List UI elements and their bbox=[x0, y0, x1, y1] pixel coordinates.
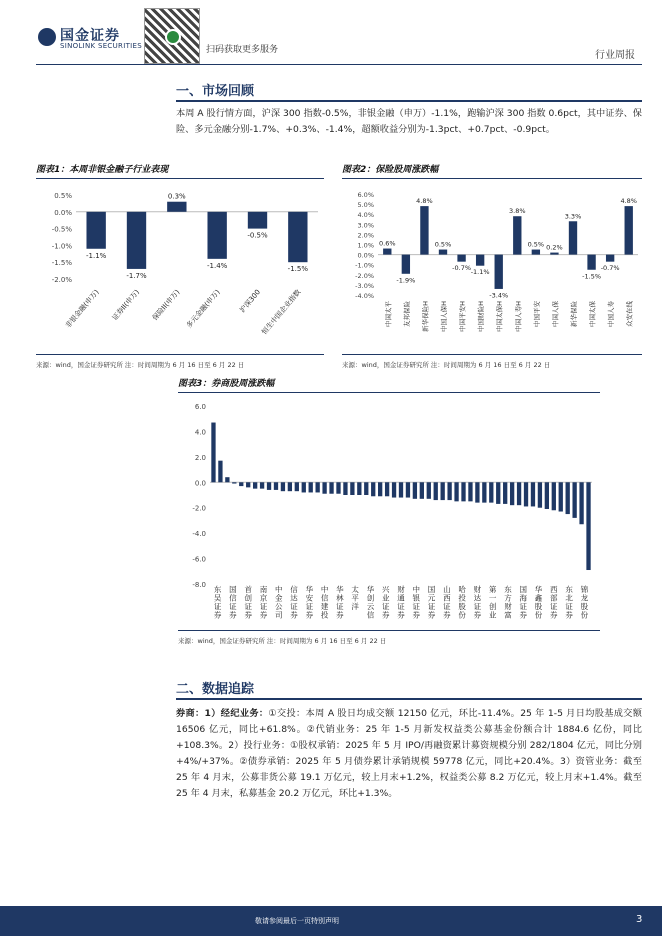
y-tick-label: 6.0% bbox=[357, 191, 374, 199]
bar bbox=[274, 482, 278, 490]
data-label: 0.6% bbox=[379, 239, 396, 248]
bar bbox=[606, 255, 614, 262]
bar bbox=[489, 482, 493, 502]
header-divider bbox=[36, 64, 642, 65]
data-label: 4.8% bbox=[416, 197, 433, 206]
x-tick-label: 中国人保 bbox=[551, 301, 560, 327]
bar bbox=[239, 482, 243, 486]
bar bbox=[260, 482, 264, 488]
fig3-bottom-rule bbox=[178, 630, 600, 631]
x-tick-label: 财达证券 bbox=[473, 585, 482, 620]
data-label: -1.1% bbox=[470, 268, 490, 277]
bar bbox=[579, 482, 583, 524]
bar bbox=[225, 477, 229, 482]
company-name-en: SINOLINK SECURITIES bbox=[60, 42, 142, 50]
bar bbox=[454, 482, 458, 501]
bar bbox=[309, 482, 313, 492]
data-label: -3.4% bbox=[489, 291, 509, 300]
x-tick-label: 国海证券 bbox=[519, 585, 527, 620]
bar bbox=[343, 482, 347, 495]
company-logo-icon bbox=[38, 28, 56, 46]
bar bbox=[457, 255, 465, 262]
data-tracking-lead: 券商：1）经纪业务： bbox=[176, 708, 269, 719]
bar bbox=[532, 250, 540, 255]
bar bbox=[350, 482, 354, 495]
data-label: -1.5% bbox=[287, 265, 308, 274]
bar bbox=[167, 202, 186, 212]
data-label: -1.5% bbox=[582, 272, 602, 281]
bar bbox=[503, 482, 507, 504]
bar bbox=[550, 253, 558, 255]
data-label: -0.5% bbox=[247, 231, 268, 240]
x-tick-label: 东方财富 bbox=[504, 585, 512, 620]
report-type: 行业周报 bbox=[595, 50, 635, 61]
bar bbox=[357, 482, 361, 495]
bar bbox=[513, 216, 521, 254]
x-tick-label: 财通证券 bbox=[397, 585, 405, 620]
x-tick-label: 首创证券 bbox=[244, 585, 252, 620]
y-tick-label: -8.0 bbox=[192, 581, 206, 589]
y-tick-label: 0.5% bbox=[54, 192, 72, 200]
data-label: -1.4% bbox=[207, 261, 228, 270]
y-tick-label: -1.5% bbox=[51, 259, 72, 268]
bar bbox=[364, 482, 368, 495]
x-tick-label: 中国人保H bbox=[440, 301, 448, 332]
fig1-bottom-rule bbox=[36, 354, 324, 355]
market-review-paragraph: 本周 A 股行情方面，沪深 300 指数-0.5%，非银金融（申万）-1.1%，跑输沪深 300 指数 0.6pct，其中证券、保险、多元金融分别-1.7%、+0.3%、-1.4%，超额收益分别为-1.3pct、+0.7pct、-0.9pct。 bbox=[176, 108, 642, 135]
x-tick-label: 太平洋 bbox=[351, 585, 359, 611]
y-tick-label: 1.0% bbox=[357, 241, 374, 250]
x-tick-label: 中国人寿 bbox=[607, 301, 616, 327]
footer-disclaimer: 敬请参阅最后一页特别声明 bbox=[255, 917, 339, 925]
bar bbox=[476, 255, 484, 266]
bar bbox=[127, 212, 146, 269]
bar bbox=[316, 482, 320, 492]
bar bbox=[302, 482, 306, 492]
bar bbox=[586, 482, 590, 570]
bar bbox=[475, 482, 479, 502]
data-label: 0.3% bbox=[167, 192, 186, 201]
x-tick-label: 南京证券 bbox=[259, 585, 268, 620]
bar bbox=[288, 212, 307, 262]
bar bbox=[545, 482, 549, 509]
x-tick-label: 中国太保 bbox=[588, 301, 597, 327]
data-tracking-paragraph bbox=[176, 706, 642, 802]
bar bbox=[329, 482, 333, 493]
x-tick-label: 中国财险H bbox=[477, 301, 486, 332]
fig2-source: 来源：wind，国金证券研究所 注：时间周期为 6 月 16 日至 6 月 22 日 bbox=[342, 361, 551, 369]
company-name-cn: 国金证券 bbox=[60, 28, 120, 44]
bar bbox=[86, 212, 105, 249]
y-tick-label: -3.0% bbox=[355, 281, 374, 290]
section-title-data-tracking: 二、数据追踪 bbox=[176, 682, 255, 697]
bar bbox=[495, 255, 503, 289]
data-label: 0.5% bbox=[527, 240, 545, 249]
x-tick-label: 华安证券 bbox=[305, 585, 314, 620]
x-tick-label: 兴业证券 bbox=[381, 585, 390, 620]
section-title-market-review: 一、市场回顾 bbox=[176, 84, 255, 99]
bar bbox=[383, 249, 391, 255]
x-tick-label: 保险II(申万) bbox=[151, 288, 182, 323]
x-tick-label: 友邦保险 bbox=[402, 301, 411, 327]
y-tick-label: 4.0 bbox=[194, 428, 206, 437]
x-tick-label: 众安在线 bbox=[625, 301, 634, 327]
fig1-source: 来源：wind，国金证券研究所 注：时间周期为 6 月 16 日至 6 月 22 日 bbox=[36, 361, 245, 369]
bar bbox=[288, 482, 292, 491]
y-tick-label: 2.0 bbox=[194, 453, 206, 462]
fig3-title: 图表3：券商股周涨跌幅 bbox=[178, 379, 275, 389]
bar bbox=[322, 482, 326, 493]
data-label: -0.7% bbox=[452, 264, 472, 273]
bar bbox=[211, 423, 215, 483]
bar bbox=[385, 482, 389, 496]
data-label: 3.8% bbox=[509, 207, 526, 216]
bar bbox=[246, 482, 250, 487]
y-tick-label: -1.0% bbox=[355, 261, 374, 270]
data-label: -0.7% bbox=[600, 264, 620, 273]
fig1-title: 图表1：本周非银金融子行业表现 bbox=[36, 165, 169, 175]
bar bbox=[267, 482, 271, 490]
bar bbox=[587, 255, 595, 270]
bar bbox=[207, 212, 226, 259]
x-tick-label: 中国平安H bbox=[458, 301, 467, 332]
section-divider bbox=[176, 698, 642, 700]
data-label: -1.1% bbox=[86, 251, 107, 260]
x-tick-label: 第一创业 bbox=[488, 585, 497, 620]
bar bbox=[559, 482, 563, 511]
y-tick-label: 3.0% bbox=[357, 221, 374, 230]
bar bbox=[461, 482, 465, 501]
bar bbox=[402, 255, 410, 274]
y-tick-label: 0.0 bbox=[194, 479, 206, 488]
x-tick-label: 新华保险 bbox=[570, 301, 578, 327]
bar bbox=[538, 482, 542, 507]
bar bbox=[420, 482, 424, 499]
bar bbox=[413, 482, 417, 499]
fig2-chart bbox=[342, 180, 642, 352]
x-tick-label: 中信建投 bbox=[320, 585, 329, 620]
bar bbox=[406, 482, 410, 497]
bar bbox=[427, 482, 431, 499]
data-label: 4.8% bbox=[620, 197, 637, 206]
fig1-chart bbox=[36, 180, 326, 352]
y-tick-label: -6.0 bbox=[192, 555, 206, 564]
bar bbox=[569, 221, 577, 254]
bar bbox=[371, 482, 375, 496]
bar bbox=[531, 482, 535, 506]
data-label: -1.9% bbox=[396, 276, 416, 285]
bar bbox=[572, 482, 576, 518]
x-tick-label: 沪深300 bbox=[238, 288, 263, 315]
y-tick-label: -4.0% bbox=[355, 292, 374, 300]
x-tick-label: 西部证券 bbox=[550, 585, 558, 620]
bar bbox=[496, 482, 500, 504]
x-tick-label: 证券II(申万) bbox=[110, 288, 142, 323]
y-tick-label: 5.0% bbox=[357, 201, 374, 210]
data-label: -1.7% bbox=[126, 271, 147, 280]
y-tick-label: 6.0 bbox=[194, 403, 206, 411]
bar bbox=[399, 482, 403, 497]
bar bbox=[336, 482, 340, 493]
fig2-title-rule bbox=[342, 178, 642, 179]
x-tick-label: 山西证券 bbox=[443, 585, 451, 620]
bar bbox=[434, 482, 438, 500]
bar bbox=[232, 482, 236, 483]
data-label: 3.3% bbox=[564, 212, 582, 221]
y-tick-label: -2.0 bbox=[192, 504, 206, 513]
x-tick-label: 中国平安 bbox=[532, 301, 541, 327]
x-tick-label: 华鑫股份 bbox=[534, 585, 543, 620]
page-number: 3 bbox=[636, 914, 643, 925]
bar bbox=[566, 482, 570, 514]
x-tick-label: 中国太平 bbox=[384, 301, 393, 327]
data-label: 0.5% bbox=[434, 240, 452, 249]
bar bbox=[218, 461, 222, 483]
x-tick-label: 华林证券 bbox=[336, 585, 344, 620]
bar bbox=[482, 482, 486, 502]
bar bbox=[517, 482, 521, 505]
y-tick-label: -2.0% bbox=[355, 271, 374, 280]
y-tick-label: -2.0% bbox=[51, 276, 72, 284]
x-tick-label: 国信证券 bbox=[229, 585, 237, 620]
bar bbox=[552, 482, 556, 510]
data-label: 0.2% bbox=[546, 243, 563, 252]
x-tick-label: 中银证券 bbox=[412, 585, 421, 620]
bar bbox=[378, 482, 382, 496]
data-tracking-body: ①交投：本周 A 股日均成交额 12150 亿元，环比-11.4%。25 年 1-5 月日均股基成交额 16506 亿元，同比+61.8%。②代销业务：25 年 1-5 月新发权益类公募基金份额合计 1884.6 亿份，同比+108.3%。2）投行业务：①股权承销：2025 年 5 月 IPO/再融资累计募资规模分别 282/1804 亿元，同比分别+4%/+37%。②债券承销：2025 年 5 月债券累计承销规模 59778 亿元，同比+20.4%。3）资管业务：截至 25 年 4 月末，公募非货公募 19.1 万亿元，较上月末+1.2%，权益类公募 8.2 万亿元，较上月末+1.4%。截至 25 年 4 月末，私募基金 20.2 万亿元，环比+1.3%。 bbox=[176, 708, 642, 799]
x-tick-label: 新华保险H bbox=[421, 301, 430, 332]
bar bbox=[447, 482, 451, 500]
y-tick-label: 4.0% bbox=[357, 211, 374, 220]
fig2-bottom-rule bbox=[342, 354, 642, 355]
x-tick-label: 恒生中国企业指数 bbox=[260, 288, 303, 337]
y-tick-label: -0.5% bbox=[51, 225, 72, 234]
x-tick-label: 华创云信 bbox=[366, 585, 375, 620]
y-tick-label: -4.0 bbox=[192, 530, 206, 539]
bar bbox=[468, 482, 472, 501]
y-tick-label: 0.0% bbox=[54, 208, 72, 217]
bar bbox=[524, 482, 528, 506]
fig3-chart bbox=[178, 396, 600, 628]
bar bbox=[281, 482, 285, 491]
x-tick-label: 国元证券 bbox=[427, 585, 436, 620]
x-tick-label: 东吴证券 bbox=[213, 585, 222, 620]
x-tick-label: 信达证券 bbox=[290, 585, 298, 620]
x-tick-label: 中金公司 bbox=[275, 585, 283, 620]
fig2-title: 图表2：保险股周涨跌幅 bbox=[342, 165, 439, 175]
y-tick-label: 0.0% bbox=[357, 251, 374, 260]
bar bbox=[625, 206, 633, 254]
x-tick-label: 中国太保H bbox=[495, 301, 504, 332]
fig3-title-rule bbox=[178, 392, 600, 393]
x-tick-label: 锦龙股份 bbox=[580, 585, 589, 620]
x-tick-label: 哈投股份 bbox=[458, 585, 466, 620]
qr-caption: 扫码获取更多服务 bbox=[206, 45, 279, 55]
bar bbox=[248, 212, 267, 229]
bar bbox=[441, 482, 445, 500]
bar bbox=[392, 482, 396, 497]
fig3-source: 来源：wind，国金证券研究所 注：时间周期为 6 月 16 日至 6 月 22 日 bbox=[178, 637, 387, 645]
y-tick-label: -1.0% bbox=[51, 242, 72, 251]
bar bbox=[295, 482, 299, 491]
fig1-title-rule bbox=[36, 178, 324, 179]
qr-logo-icon bbox=[165, 29, 181, 45]
section-divider bbox=[176, 100, 642, 102]
x-tick-label: 中国人寿H bbox=[514, 301, 523, 332]
bar bbox=[439, 250, 447, 255]
bar bbox=[420, 206, 428, 254]
x-tick-label: 多元金融(申万) bbox=[185, 288, 222, 330]
bar bbox=[510, 482, 514, 505]
x-tick-label: 东北证券 bbox=[565, 585, 573, 620]
bar bbox=[253, 482, 257, 488]
y-tick-label: 2.0% bbox=[357, 231, 374, 240]
x-tick-label: 非银金融(申万) bbox=[64, 288, 101, 330]
